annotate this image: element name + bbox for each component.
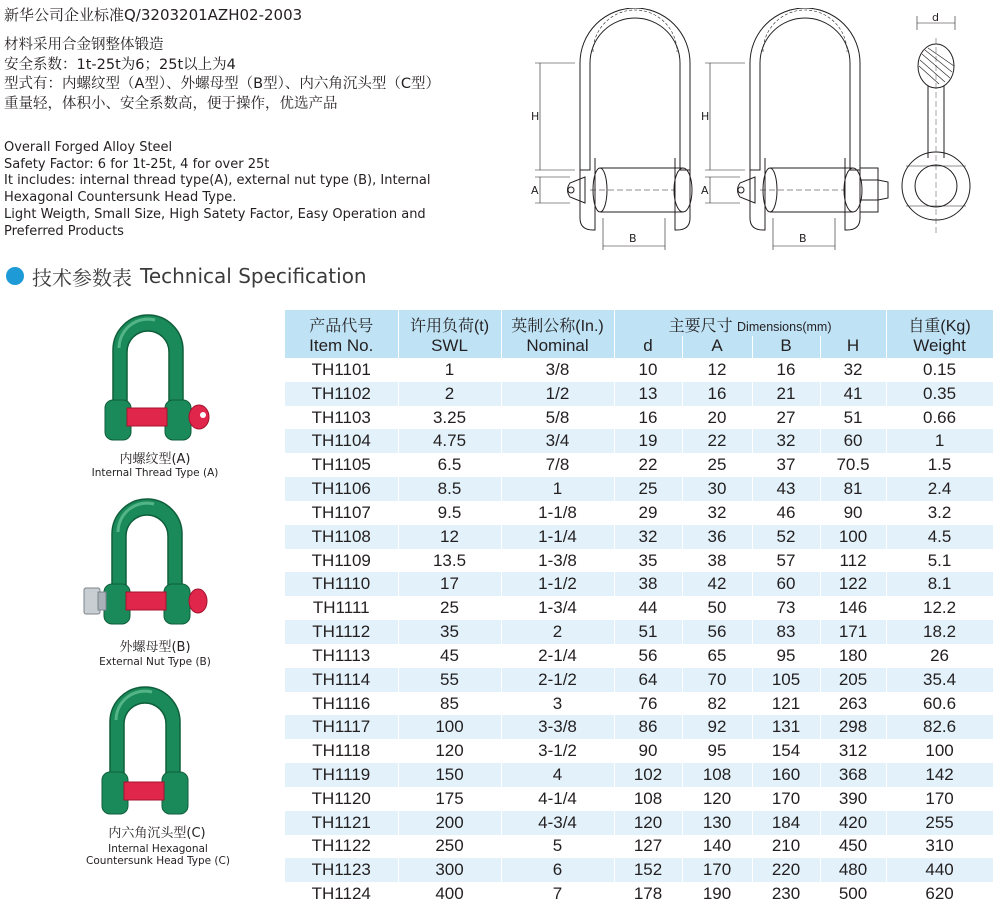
technical-drawings [525, 8, 975, 258]
table-row [285, 501, 993, 525]
cn-line-types: 型式有：内螺纹型（A型）、外螺母型（B型）、内六角沉头型（C型） [4, 76, 440, 92]
cell-swl: 4.75 [398, 429, 501, 453]
cell-swl: 1 [398, 358, 501, 382]
cell-swl: 55 [398, 668, 501, 692]
standard-title: 新华公司企业标准Q/3203201AZH02-2003 [4, 6, 303, 24]
cell-a: 32 [682, 501, 752, 525]
cell-item: TH1123 [285, 858, 398, 882]
header-swl-en: SWL [398, 336, 501, 358]
cell-swl: 175 [398, 787, 501, 811]
cell-d: 86 [614, 715, 682, 739]
cell-h: 60 [820, 429, 886, 453]
cell-a: 95 [682, 739, 752, 763]
caption-type-b-cn: 外螺母型(B) [119, 640, 191, 655]
cell-nominal: 1-1/8 [501, 501, 614, 525]
cell-item: TH1124 [285, 882, 398, 906]
cell-d: 29 [614, 501, 682, 525]
en-line-3: It includes: internal thread type(A), external nut type (B), Internal [4, 173, 431, 189]
cell-b: 43 [752, 477, 820, 501]
cell-a: 82 [682, 692, 752, 716]
en-line-6: Preferred Products [4, 223, 124, 239]
cell-d: 32 [614, 525, 682, 549]
cell-item: TH1118 [285, 739, 398, 763]
cell-d: 10 [614, 358, 682, 382]
table-row [285, 882, 993, 906]
table-row [285, 358, 993, 382]
cell-swl: 250 [398, 835, 501, 859]
cn-line-features: 重量轻，体积小、安全系数高，便于操作，优选产品 [4, 95, 338, 112]
cell-swl: 3.25 [398, 406, 501, 430]
cell-nominal: 1-1/4 [501, 525, 614, 549]
drawing-type-b [705, 8, 888, 250]
cell-weight: 4.5 [886, 525, 993, 549]
cn-line-safety: 安全系数：1t-25t为6；25t以上为4 [4, 56, 236, 73]
table-row [285, 811, 993, 835]
label-b-b: B [799, 232, 807, 245]
cell-a: 108 [682, 763, 752, 787]
cell-d: 90 [614, 739, 682, 763]
cn-line-material: 材料采用合金钢整体锻造 [4, 37, 164, 53]
cell-nominal: 3 [501, 692, 614, 716]
cell-item: TH1113 [285, 644, 398, 668]
cell-item: TH1116 [285, 692, 398, 716]
header-dims-en: Dimensions(mm) [737, 320, 832, 334]
cell-a: 70 [682, 668, 752, 692]
cell-a: 16 [682, 382, 752, 406]
cell-nominal: 4 [501, 763, 614, 787]
cell-item: TH1109 [285, 549, 398, 573]
cell-weight: 2.4 [886, 477, 993, 501]
table-row [285, 453, 993, 477]
caption-type-a-en: Internal Thread Type (A) [91, 467, 219, 479]
cell-weight: 3.2 [886, 501, 993, 525]
cell-nominal: 4-3/4 [501, 811, 614, 835]
cell-a: 92 [682, 715, 752, 739]
cell-h: 171 [820, 620, 886, 644]
cell-a: 36 [682, 525, 752, 549]
cell-b: 220 [752, 858, 820, 882]
table-row [285, 739, 993, 763]
cell-item: TH1112 [285, 620, 398, 644]
caption-type-b-en: External Nut Type (B) [99, 656, 211, 668]
cell-swl: 8.5 [398, 477, 501, 501]
cell-h: 81 [820, 477, 886, 501]
cell-a: 65 [682, 644, 752, 668]
cell-a: 56 [682, 620, 752, 644]
cell-h: 368 [820, 763, 886, 787]
cell-weight: 0.15 [886, 358, 993, 382]
table-row [285, 763, 993, 787]
cell-item: TH1119 [285, 763, 398, 787]
header-swl-cn: 许用负荷(t) [398, 310, 501, 336]
cell-nominal: 3/8 [501, 358, 614, 382]
cell-h: 51 [820, 406, 886, 430]
cell-h: 420 [820, 811, 886, 835]
header-row-cn [285, 310, 993, 336]
cell-swl: 120 [398, 739, 501, 763]
bullet-dot-icon [6, 267, 24, 285]
cell-item: TH1103 [285, 406, 398, 430]
cell-weight: 440 [886, 858, 993, 882]
cell-a: 190 [682, 882, 752, 906]
cell-item: TH1101 [285, 358, 398, 382]
cell-a: 170 [682, 858, 752, 882]
cell-a: 20 [682, 406, 752, 430]
cell-nominal: 4-1/4 [501, 787, 614, 811]
cell-weight: 255 [886, 811, 993, 835]
cell-h: 450 [820, 835, 886, 859]
cell-b: 230 [752, 882, 820, 906]
cell-h: 112 [820, 549, 886, 573]
cell-h: 390 [820, 787, 886, 811]
header-item-en: Item No. [285, 336, 398, 358]
cell-h: 263 [820, 692, 886, 716]
cell-h: 100 [820, 525, 886, 549]
cell-item: TH1111 [285, 596, 398, 620]
cell-d: 56 [614, 644, 682, 668]
cell-nominal: 2-1/4 [501, 644, 614, 668]
cell-a: 25 [682, 453, 752, 477]
cell-h: 500 [820, 882, 886, 906]
table-row [285, 549, 993, 573]
cell-item: TH1105 [285, 453, 398, 477]
label-a-b: A [701, 184, 709, 197]
cell-weight: 8.1 [886, 572, 993, 596]
cell-a: 120 [682, 787, 752, 811]
cell-nominal: 1-3/8 [501, 549, 614, 573]
table-row [285, 429, 993, 453]
cell-item: TH1110 [285, 572, 398, 596]
caption-type-a-cn: 内螺纹型(A) [119, 452, 191, 467]
table-row [285, 715, 993, 739]
table-row [285, 406, 993, 430]
cell-b: 83 [752, 620, 820, 644]
cell-a: 12 [682, 358, 752, 382]
cell-swl: 12 [398, 525, 501, 549]
table-row [285, 835, 993, 859]
cell-a: 42 [682, 572, 752, 596]
cell-a: 38 [682, 549, 752, 573]
cell-b: 37 [752, 453, 820, 477]
cell-weight: 5.1 [886, 549, 993, 573]
cell-d: 22 [614, 453, 682, 477]
caption-type-c-en: Internal Hexagonal Countersunk Head Type (C) [86, 843, 230, 867]
header-dims-cn: 主要尺寸 [668, 318, 733, 335]
label-h-a: H [531, 110, 540, 123]
cell-weight: 35.4 [886, 668, 993, 692]
cell-b: 52 [752, 525, 820, 549]
header-nominal-en: Nominal [501, 336, 614, 358]
header-h: H [820, 336, 886, 358]
header-weight-en: Weight [886, 336, 993, 358]
en-line-5: Light Weigth, Small Size, High Satety Factor, Easy Operation and [4, 206, 426, 222]
cell-swl: 17 [398, 572, 501, 596]
cell-d: 127 [614, 835, 682, 859]
header-item-cn: 产品代号 [285, 310, 398, 336]
cell-b: 21 [752, 382, 820, 406]
header-row-en [285, 336, 993, 358]
cell-h: 298 [820, 715, 886, 739]
cell-d: 35 [614, 549, 682, 573]
table-row [285, 787, 993, 811]
cell-b: 27 [752, 406, 820, 430]
cell-weight: 1 [886, 429, 993, 453]
cell-swl: 2 [398, 382, 501, 406]
cell-h: 122 [820, 572, 886, 596]
cell-d: 51 [614, 620, 682, 644]
cell-nominal: 1 [501, 477, 614, 501]
cell-nominal: 1-3/4 [501, 596, 614, 620]
cell-swl: 100 [398, 715, 501, 739]
english-description [4, 140, 430, 240]
cell-nominal: 5 [501, 835, 614, 859]
cell-h: 205 [820, 668, 886, 692]
cell-swl: 35 [398, 620, 501, 644]
cell-item: TH1120 [285, 787, 398, 811]
table-row [285, 858, 993, 882]
cell-d: 25 [614, 477, 682, 501]
cell-nominal: 1/2 [501, 382, 614, 406]
cell-h: 312 [820, 739, 886, 763]
shackle-hex-countersunk-icon [92, 680, 212, 820]
cell-weight: 82.6 [886, 715, 993, 739]
header-weight-cn: 自重(Kg) [886, 310, 993, 336]
table-row [285, 572, 993, 596]
label-d: d [932, 11, 939, 24]
caption-type-c-cn: 内六角沉头型(C) [108, 826, 206, 841]
table-row [285, 525, 993, 549]
label-a-a: A [531, 184, 539, 197]
label-b-a: B [629, 232, 637, 245]
cell-weight: 100 [886, 739, 993, 763]
cell-nominal: 5/8 [501, 406, 614, 430]
cell-nominal: 3-1/2 [501, 739, 614, 763]
section-heading-cn: 技术参数表 [32, 265, 132, 290]
cell-d: 64 [614, 668, 682, 692]
cell-a: 140 [682, 835, 752, 859]
cell-swl: 150 [398, 763, 501, 787]
cell-b: 16 [752, 358, 820, 382]
cell-d: 13 [614, 382, 682, 406]
cell-a: 130 [682, 811, 752, 835]
cell-a: 50 [682, 596, 752, 620]
cell-swl: 9.5 [398, 501, 501, 525]
header-dimensions [614, 310, 886, 336]
cell-nominal: 3/4 [501, 429, 614, 453]
cell-a: 30 [682, 477, 752, 501]
cell-item: TH1106 [285, 477, 398, 501]
cell-weight: 0.35 [886, 382, 993, 406]
cell-weight: 18.2 [886, 620, 993, 644]
cell-swl: 200 [398, 811, 501, 835]
chinese-description [4, 36, 440, 114]
en-line-1: Overall Forged Alloy Steel [4, 140, 173, 155]
header-nominal-cn: 英制公称(In.) [501, 310, 614, 336]
cell-item: TH1102 [285, 382, 398, 406]
cell-swl: 300 [398, 858, 501, 882]
cell-d: 16 [614, 406, 682, 430]
cell-weight: 60.6 [886, 692, 993, 716]
cell-weight: 1.5 [886, 453, 993, 477]
cell-d: 152 [614, 858, 682, 882]
cell-b: 57 [752, 549, 820, 573]
cell-d: 120 [614, 811, 682, 835]
cell-nominal: 7 [501, 882, 614, 906]
cell-item: TH1108 [285, 525, 398, 549]
spec-table-body [285, 358, 993, 906]
cell-b: 32 [752, 429, 820, 453]
cell-b: 131 [752, 715, 820, 739]
cell-d: 108 [614, 787, 682, 811]
cell-h: 41 [820, 382, 886, 406]
cell-b: 154 [752, 739, 820, 763]
table-row [285, 596, 993, 620]
cell-d: 178 [614, 882, 682, 906]
cell-d: 102 [614, 763, 682, 787]
cell-item: TH1121 [285, 811, 398, 835]
spec-table [285, 310, 994, 906]
cell-b: 160 [752, 763, 820, 787]
cell-d: 76 [614, 692, 682, 716]
cell-item: TH1117 [285, 715, 398, 739]
cell-weight: 0.66 [886, 406, 993, 430]
label-h-b: H [701, 110, 710, 123]
cell-b: 73 [752, 596, 820, 620]
shackle-internal-thread-icon [95, 308, 215, 448]
table-row [285, 382, 993, 406]
cell-swl: 6.5 [398, 453, 501, 477]
cell-b: 121 [752, 692, 820, 716]
cell-h: 180 [820, 644, 886, 668]
cell-weight: 310 [886, 835, 993, 859]
shackle-external-nut-icon [82, 492, 217, 632]
cell-nominal: 1-1/2 [501, 572, 614, 596]
section-heading-en: Technical Specification [140, 264, 367, 288]
cell-h: 146 [820, 596, 886, 620]
cell-h: 90 [820, 501, 886, 525]
cell-swl: 13.5 [398, 549, 501, 573]
cell-item: TH1107 [285, 501, 398, 525]
cell-b: 95 [752, 644, 820, 668]
cell-d: 19 [614, 429, 682, 453]
cell-b: 170 [752, 787, 820, 811]
cell-swl: 400 [398, 882, 501, 906]
cell-b: 60 [752, 572, 820, 596]
section-heading [6, 262, 367, 290]
table-row [285, 477, 993, 501]
cell-weight: 12.2 [886, 596, 993, 620]
table-row [285, 692, 993, 716]
cell-b: 46 [752, 501, 820, 525]
cell-weight: 170 [886, 787, 993, 811]
cell-item: TH1114 [285, 668, 398, 692]
cell-h: 480 [820, 858, 886, 882]
cell-b: 210 [752, 835, 820, 859]
cell-item: TH1104 [285, 429, 398, 453]
drawing-type-a [535, 8, 692, 250]
table-row [285, 644, 993, 668]
cell-d: 44 [614, 596, 682, 620]
cell-swl: 45 [398, 644, 501, 668]
cell-d: 38 [614, 572, 682, 596]
cell-weight: 620 [886, 882, 993, 906]
cell-h: 70.5 [820, 453, 886, 477]
cell-swl: 25 [398, 596, 501, 620]
cell-nominal: 6 [501, 858, 614, 882]
cell-nominal: 7/8 [501, 453, 614, 477]
header-b: B [752, 336, 820, 358]
en-line-2: Safety Factor: 6 for 1t-25t, 4 for over 25t [4, 156, 270, 172]
cell-h: 32 [820, 358, 886, 382]
cell-nominal: 3-3/8 [501, 715, 614, 739]
cell-a: 22 [682, 429, 752, 453]
header-d: d [614, 336, 682, 358]
table-row [285, 668, 993, 692]
cell-nominal: 2 [501, 620, 614, 644]
cell-nominal: 2-1/2 [501, 668, 614, 692]
en-line-4: Hexagonal Countersunk Head Type. [4, 190, 237, 206]
cell-swl: 85 [398, 692, 501, 716]
header-a: A [682, 336, 752, 358]
cell-weight: 26 [886, 644, 993, 668]
cell-b: 184 [752, 811, 820, 835]
cell-item: TH1122 [285, 835, 398, 859]
cell-weight: 142 [886, 763, 993, 787]
cell-b: 105 [752, 668, 820, 692]
table-row [285, 620, 993, 644]
drawing-side-view [902, 16, 970, 233]
